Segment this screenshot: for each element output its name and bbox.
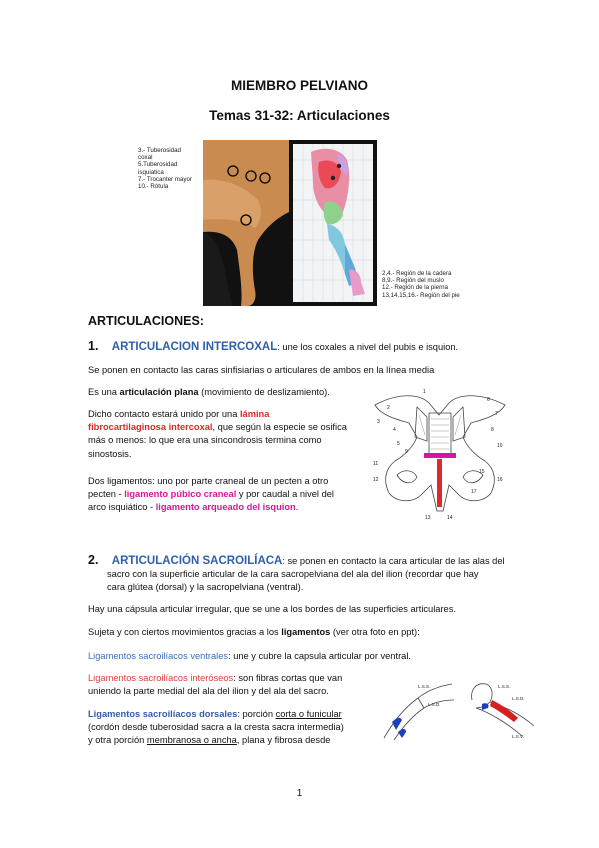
s2-paragraph-5: Ligamentos sacroilíacos dorsales: porción corta o funicular (cordón desde tuberosidad sacra a la cresta sacra intermedia) y otra porción membranosa o ancha, plana y fibrosa desde [88,709,344,746]
svg-text:L.S.S.: L.S.S. [418,684,431,689]
svg-text:7: 7 [495,411,498,417]
svg-text:3: 3 [377,419,380,425]
svg-text:11: 11 [373,461,379,467]
svg-text:L.S.D.: L.S.D. [428,702,441,707]
s2-line-3: cara glútea (dorsal) y la sacropelviana (ventral). [107,582,304,592]
svg-text:15: 15 [479,469,485,475]
s1-paragraph-1: Se ponen en contacto las caras sinfisiarias o articulares de ambos en la línea media [88,365,435,375]
section-2-heading: 2. ARTICULACIÓN SACROILÍACA: se ponen en contacto la cara articular de las alas del [88,553,505,567]
svg-text:L.S.D.: L.S.D. [512,696,525,701]
svg-text:2: 2 [387,405,390,411]
svg-text:14: 14 [447,515,453,521]
svg-text:17: 17 [471,489,477,495]
svg-text:1: 1 [423,389,426,395]
page-number: 1 [296,788,303,799]
s1-paragraph-3: Dicho contacto estará unido por una lámina fibrocartilaginosa intercoxal, que según la especie se osifica más o menos: lo que era una sincondrosis termina como sinostosis. [88,409,347,459]
s2-paragraph-2: Sujeta y con ciertos movimientos gracias a los ligamentos (ver otra foto en ppt): [88,627,420,637]
document-subtitle: Temas 31-32: Articulaciones [209,108,390,123]
sacroiliac-diagram-right [462,676,542,744]
s2-line-2: sacro con la superficie articular de la cara sacropelviana del ala del ilion (recordar que hay [107,569,479,579]
hindlimb-region-diagram [289,140,377,306]
s1-paragraph-2: Es una articulación plana (movimiento de deslizamiento). [88,387,330,397]
s2-paragraph-3: Ligamentos sacroilíacos ventrales: une y cubre la capsula articular por ventral. [88,651,411,661]
svg-text:L.S.V.: L.S.V. [512,734,524,739]
document-title: MIEMBRO PELVIANO [230,78,368,93]
svg-text:9: 9 [405,449,408,455]
figure-left-caption: 3.- Tuberosidad coxal 5.Tuberosidad isquiatica 7.- Trocanter mayor 10.- Rótula [138,147,192,191]
s2-paragraph-4: Ligamentos sacroilíacos interóseos: son fibras cortas que van uniendo la parte medial del ala del ilion y del ala del sacro. [88,673,343,697]
svg-text:13: 13 [425,515,431,521]
svg-text:5: 5 [397,441,400,447]
svg-text:12: 12 [373,477,379,483]
dog-hindlimb-photo [203,140,289,306]
s1-paragraph-4: Dos ligamentos: uno por parte craneal de un pecten a otro pecten - ligamento púbico craneal y por caudal a nivel del arco isquiático - ligamento arqueado del isquion. [88,476,334,513]
section-1-heading: 1. ARTICULACION INTERCOXAL: une los coxales a nivel del pubis e isquion. [88,339,459,353]
svg-text:8: 8 [491,427,494,433]
sacroiliac-diagram-left [378,678,458,744]
figure-right-caption: 2,4.- Región de la cadera 8,9.- Región del muslo 12.- Región de la pierna 13,14,15,16.- Región del pie [382,270,460,299]
s2-paragraph-1: Hay una cápsula articular irregular, que se une a los bordes de las superficies articulares. [88,604,456,614]
svg-text:16: 16 [497,477,503,483]
svg-text:L.S.S.: L.S.S. [498,684,511,689]
svg-text:4: 4 [393,427,396,433]
svg-text:10: 10 [497,443,503,449]
svg-text:6: 6 [487,397,490,403]
section-heading: ARTICULACIONES: [88,314,204,328]
pelvis-ventral-diagram [367,385,512,525]
